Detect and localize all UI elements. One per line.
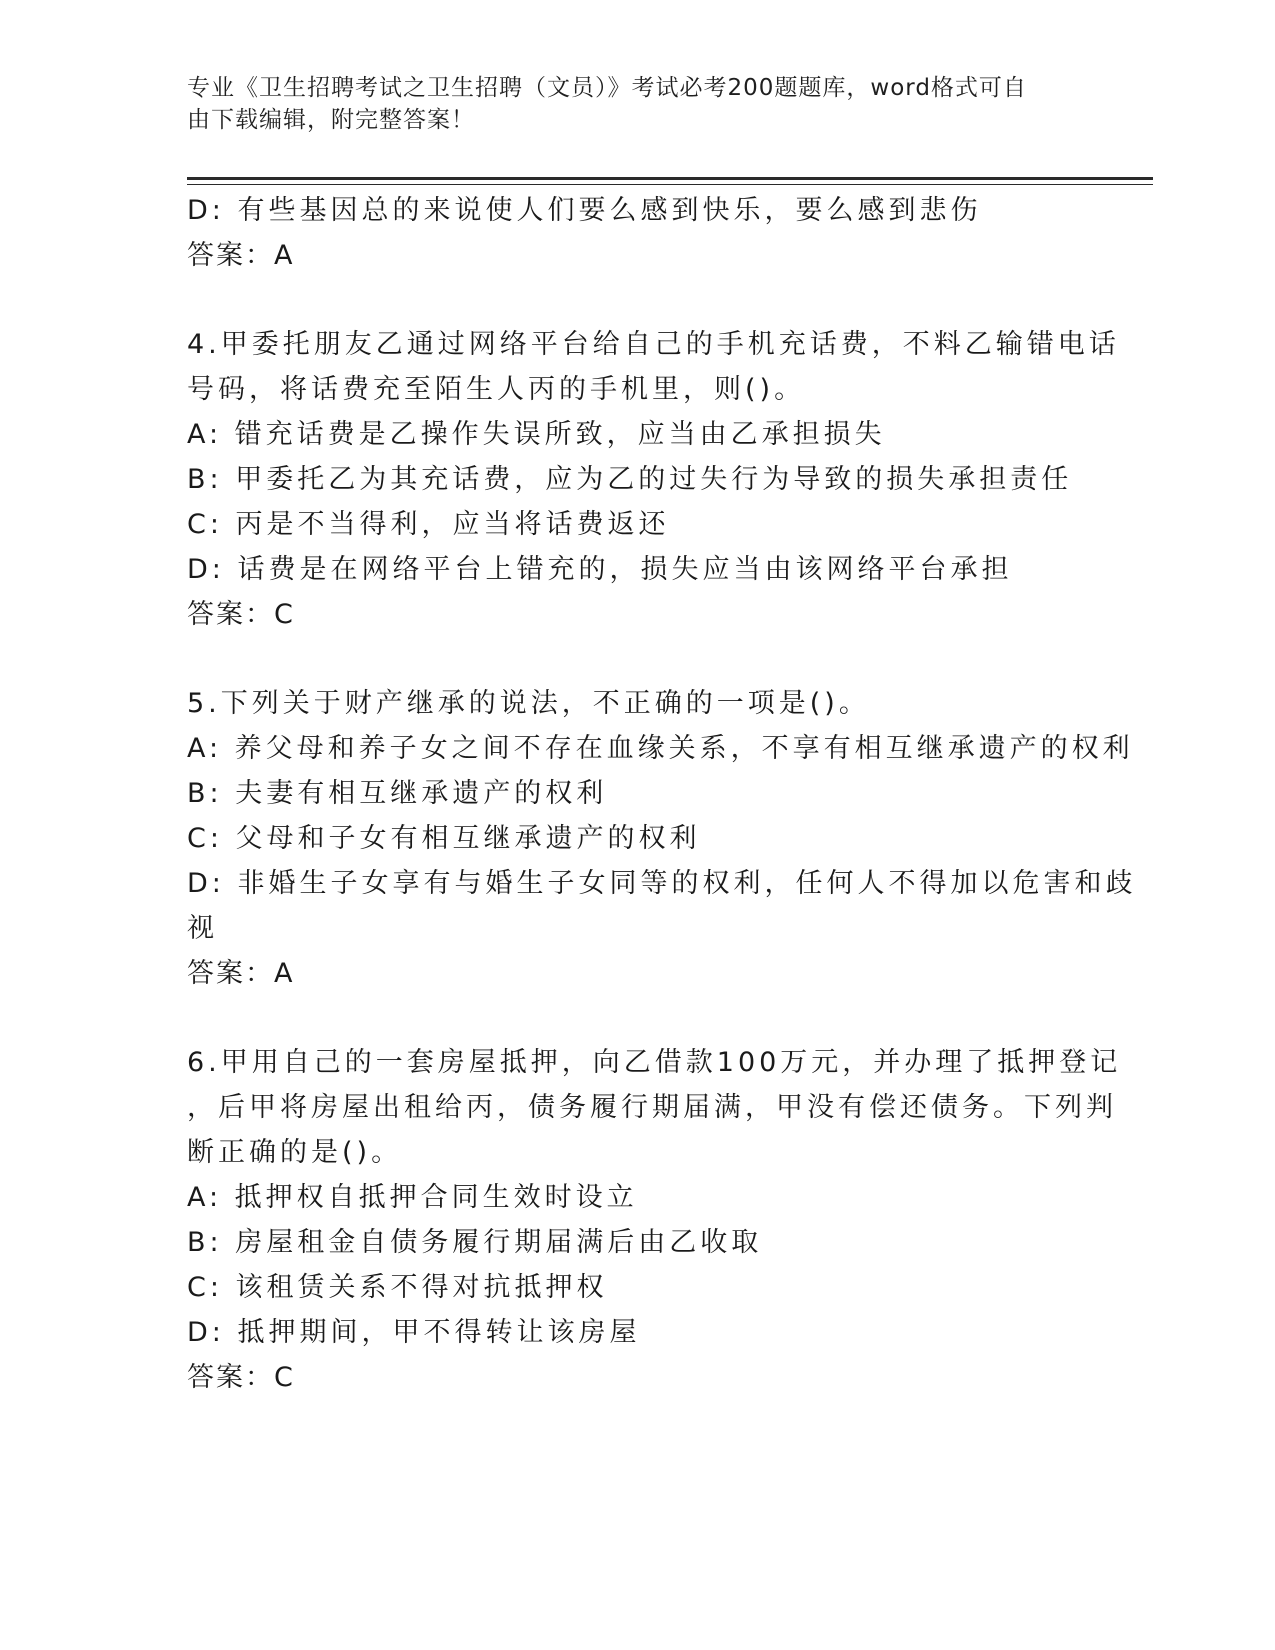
q6-stem-line-3: 断正确的是()。 xyxy=(187,1137,403,1168)
q6-option-a: A: 抵押权自抵押合同生效时设立 xyxy=(187,1182,638,1213)
q5-answer: 答案：A xyxy=(187,958,295,989)
q6-answer: 答案：C xyxy=(187,1362,295,1393)
document-header xyxy=(187,72,1067,136)
q4-answer: 答案：C xyxy=(187,599,295,630)
q5-option-d-line-2: 视 xyxy=(187,913,218,944)
q3-answer: 答案：A xyxy=(187,240,295,271)
q5-option-c: C: 父母和子女有相互继承遗产的权利 xyxy=(187,823,701,854)
header-divider-thick xyxy=(187,177,1153,180)
q4-option-c: C: 丙是不当得利，应当将话费返还 xyxy=(187,509,670,540)
question-4 xyxy=(187,322,1120,637)
header-divider-thin xyxy=(187,184,1153,185)
spacer xyxy=(187,637,1087,681)
spacer xyxy=(187,996,1087,1040)
header-line-2: 由下载编辑，附完整答案！ xyxy=(187,107,475,133)
q4-option-a: A: 错充话费是乙操作失误所致，应当由乙承担损失 xyxy=(187,419,886,450)
q4-stem-line-2: 号码，将话费充至陌生人丙的手机里，则()。 xyxy=(187,374,806,405)
q4-stem-line-1: 4.甲委托朋友乙通过网络平台给自己的手机充话费，不料乙输错电话 xyxy=(187,329,1120,360)
q6-option-b: B: 房屋租金自债务履行期届满后由乙收取 xyxy=(187,1227,763,1258)
q5-option-d-line-1: D: 非婚生子女享有与婚生子女同等的权利，任何人不得加以危害和歧 xyxy=(187,868,1137,899)
q5-option-b: B: 夫妻有相互继承遗产的权利 xyxy=(187,778,608,809)
question-6 xyxy=(187,1040,1122,1400)
q3-option-d: D: 有些基因总的来说使人们要么感到快乐，要么感到悲伤 xyxy=(187,195,982,226)
q6-option-d: D: 抵押期间，甲不得转让该房屋 xyxy=(187,1317,641,1348)
q4-option-b: B: 甲委托乙为其充话费，应为乙的过失行为导致的损失承担责任 xyxy=(187,464,1073,495)
q6-stem-line-2: ，后甲将房屋出租给丙，债务履行期届满，甲没有偿还债务。下列判 xyxy=(187,1092,1117,1123)
question-3-tail xyxy=(187,188,1087,278)
q5-option-a: A: 养父母和养子女之间不存在血缘关系，不享有相互继承遗产的权利 xyxy=(187,733,1134,764)
q6-stem-line-1: 6.甲用自己的一套房屋抵押，向乙借款100万元，并办理了抵押登记 xyxy=(187,1047,1122,1078)
q6-option-c: C: 该租赁关系不得对抗抵押权 xyxy=(187,1272,608,1303)
question-content xyxy=(187,188,1137,1400)
q4-option-d: D: 话费是在网络平台上错充的，损失应当由该网络平台承担 xyxy=(187,554,1013,585)
header-line-1: 专业《卫生招聘考试之卫生招聘（文员）》考试必考200题题库，word格式可自 xyxy=(187,75,1027,101)
question-5 xyxy=(187,681,1137,996)
q5-stem-line-1: 5.下列关于财产继承的说法，不正确的一项是()。 xyxy=(187,688,870,719)
spacer xyxy=(187,278,1087,322)
